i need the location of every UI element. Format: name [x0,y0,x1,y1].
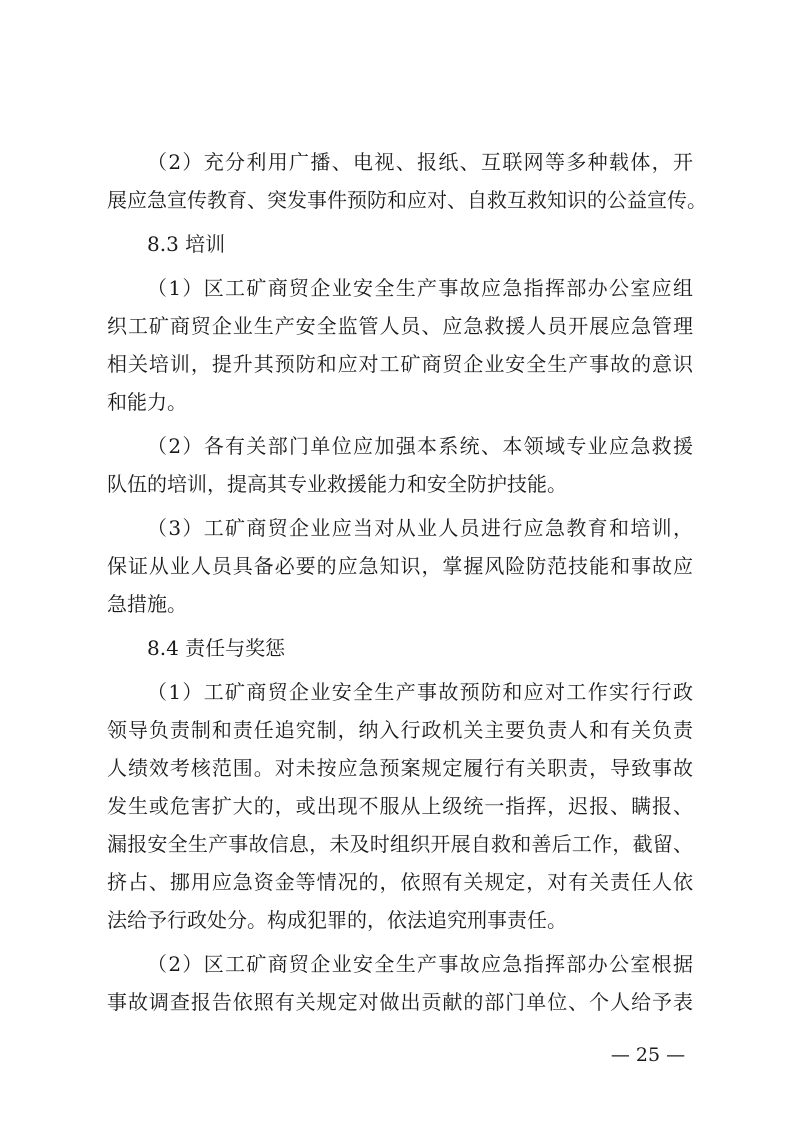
text-line: 8.3 培训 [147,232,226,256]
text-line: 织工矿商贸企业生产安全监管人员、应急救援人员开展应急管理 [107,314,693,338]
document-body [107,143,707,1021]
text-line: （2）充分利用广播、电视、报纸、互联网等多种载体，开 [147,150,693,174]
text-line: 领导负责制和责任追究制，纳入行政机关主要负责人和有关负责 [107,718,693,742]
text-line: （1）区工矿商贸企业安全生产事故应急指挥部办公室应组 [147,276,693,300]
text-line: 挤占、挪用应急资金等情况的，依照有关规定，对有关责任人依 [107,870,693,894]
text-line: （2）各有关部门单位应加强本系统、本领域专业应急救援 [147,434,693,458]
text-line: （1）工矿商贸企业安全生产事故预防和应对工作实行行政 [147,680,693,704]
text-line: 展应急宣传教育、突发事件预防和应对、自救互救知识的公益宣传。 [107,188,707,212]
text-line: （3）工矿商贸企业应当对从业人员进行应急教育和培训， [147,516,693,540]
text-line: 8.4 责任与奖惩 [147,636,286,660]
text-line: 法给予行政处分。构成犯罪的，依法追究刑事责任。 [107,908,567,932]
text-line: 急措施。 [107,592,187,616]
text-line: 漏报安全生产事故信息，未及时组织开展自救和善后工作，截留、 [107,832,693,856]
text-line: （2）区工矿商贸企业安全生产事故应急指挥部办公室根据 [147,952,693,976]
text-line: 相关培训，提升其预防和应对工矿商贸企业安全生产事故的意识 [107,352,693,376]
text-line: 和能力。 [107,390,187,414]
text-line: 队伍的培训，提高其专业救援能力和安全防护技能。 [107,472,567,496]
text-line: 保证从业人员具备必要的应急知识，掌握风险防范技能和事故应 [107,554,693,578]
text-line: 事故调查报告依照有关规定对做出贡献的部门单位、个人给予表 [107,990,693,1014]
text-line: 发生或危害扩大的，或出现不服从上级统一指挥，迟报、瞒报、 [107,794,693,818]
text-line: 人绩效考核范围。对未按应急预案规定履行有关职责，导致事故 [107,756,693,780]
page-number: — 25 — [610,1044,686,1066]
